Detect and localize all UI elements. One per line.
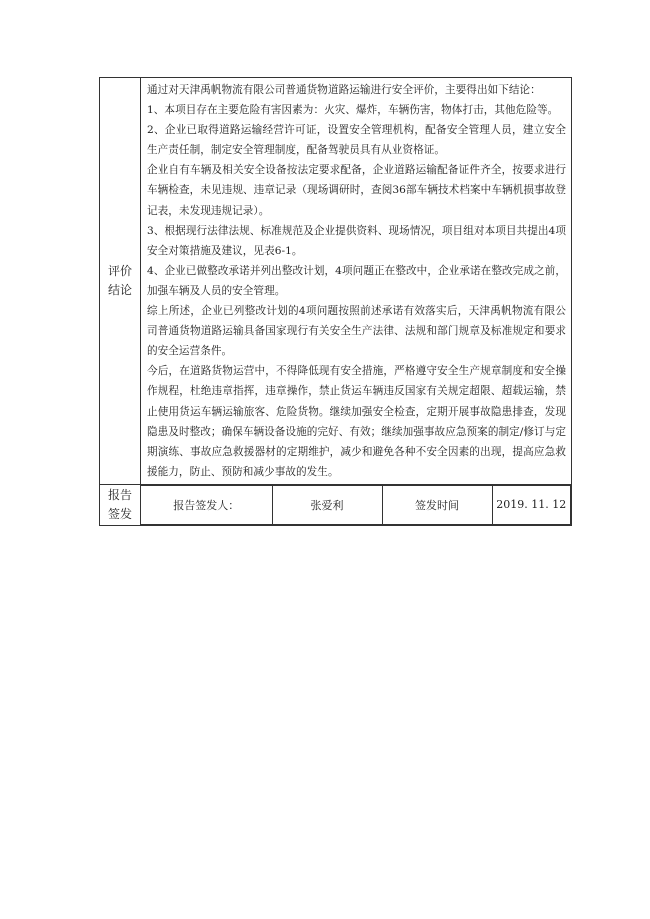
signoff-label-line2: 签发 bbox=[107, 506, 132, 521]
signoff-fields bbox=[141, 485, 571, 525]
signoff-row bbox=[100, 484, 572, 525]
signoff-label-cell bbox=[100, 484, 141, 525]
conclusion-intro: 通过对天津禹帆物流有限公司普通货物道路运输进行安全评价，主要得出如下结论： bbox=[147, 84, 541, 96]
issue-date-value: 2019. 11. 12 bbox=[492, 485, 571, 524]
evaluation-label-line1: 评价 bbox=[107, 263, 132, 278]
evaluation-content-cell bbox=[141, 78, 572, 485]
issuer-name: 张爱利 bbox=[272, 485, 382, 524]
conclusion-vehicle-paragraph: 企业自有车辆及相关安全设备按法定要求配备，企业道路运输配备证件齐全，按要求进行车辆检查，未见违规、违章记录（现场调研时，查阅36部车辆技术档案中车辆机损事故登记表，未发现违规记录）。 bbox=[147, 164, 566, 217]
issuer-label: 报告签发人： bbox=[141, 485, 272, 524]
evaluation-label-cell bbox=[100, 78, 141, 485]
conclusion-item-3: 3、根据现行法律法规、标准规范及企业提供资料、现场情况，项目组对本项目共提出4项安全对策措施及建议，见表6-1。 bbox=[147, 224, 566, 257]
issue-date-label: 签发时间 bbox=[382, 485, 492, 524]
conclusion-item-4: 4、企业已做整改承诺并列出整改计划，4项问题正在整改中，企业承诺在整改完成之前，加强车辆及人员的安全管理。 bbox=[147, 264, 566, 297]
evaluation-form-table bbox=[99, 77, 572, 526]
conclusion-future-requirements: 今后，在道路货物运营中，不得降低现有安全措施，严格遵守安全生产规章制度和安全操作规程，杜绝违章指挥，违章操作，禁止货运车辆违反国家有关规定超限、超载运输，禁止使用货运车辆运输旅客、危险货物。继续加强安全检查，定期开展事故隐患排查，发现隐患及时整改；确保车辆设备设施的完好、有效；继续加强事故应急预案的制定/修订与定期演练、事故应急救援器材的定期维护，减少和避免各种不安全因素的出现，提高应急救援能力，防止、预防和减少事故的发生。 bbox=[147, 365, 566, 478]
conclusion-item-1: 1、本项目存在主要危险有害因素为：火灾、爆炸，车辆伤害，物体打击，其他危险等。 bbox=[147, 104, 559, 117]
signoff-label-line1: 报告 bbox=[107, 487, 132, 502]
evaluation-label-line2: 结论 bbox=[107, 282, 132, 297]
conclusion-item-2: 2、企业已取得道路运输经营许可证，设置安全管理机构，配备安全管理人员，建立安全生产责任制，制定安全管理制度，配备驾驶员具有从业资格证。 bbox=[147, 124, 566, 157]
conclusion-summary: 综上所述，企业已列整改计划的4项问题按照前述承诺有效落实后，天津禹帆物流有限公司普通货物道路运输具备国家现行有关安全生产法律、法规和部门规章及标准规定和要求的安全运营条件。 bbox=[147, 305, 566, 358]
evaluation-row bbox=[100, 78, 572, 485]
signoff-content-cell bbox=[141, 484, 572, 525]
